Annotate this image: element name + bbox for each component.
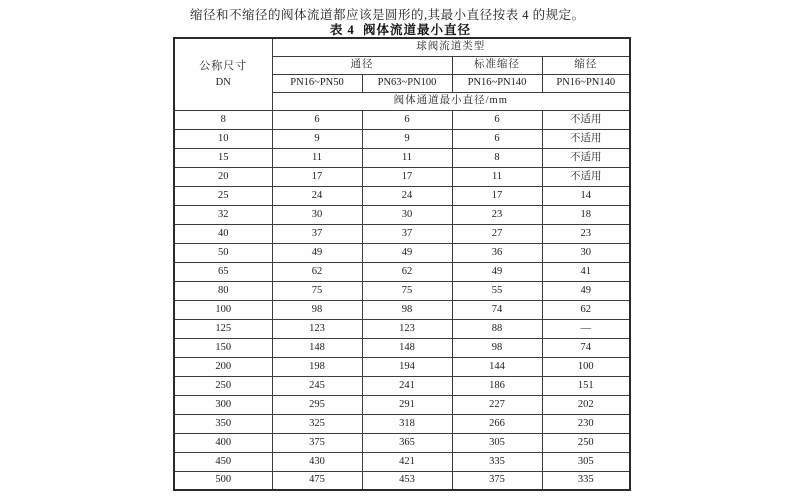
value-cell: 23: [452, 205, 542, 224]
pn-range-cell: PN16~PN140: [452, 74, 542, 92]
dn-cell: 250: [174, 376, 272, 395]
value-cell: 30: [272, 205, 362, 224]
value-cell: 266: [452, 414, 542, 433]
value-cell: 430: [272, 452, 362, 471]
dn-cell: 300: [174, 395, 272, 414]
dn-cell: 125: [174, 319, 272, 338]
value-cell: 148: [272, 338, 362, 357]
table-row: [174, 224, 630, 243]
value-cell: 37: [362, 224, 452, 243]
value-cell: 325: [272, 414, 362, 433]
value-cell: 230: [542, 414, 630, 433]
value-cell: 55: [452, 281, 542, 300]
value-cell: 62: [542, 300, 630, 319]
group-header-cell: 球阀流道类型: [272, 38, 630, 56]
value-cell: 11: [362, 148, 452, 167]
value-cell: 49: [272, 243, 362, 262]
table-row: [174, 167, 630, 186]
value-cell: 194: [362, 357, 452, 376]
dn-header-unit: DN: [215, 76, 231, 88]
value-cell: 74: [542, 338, 630, 357]
pn-range-cell: PN63~PN100: [362, 74, 452, 92]
value-cell: 6: [452, 129, 542, 148]
value-cell: 41: [542, 262, 630, 281]
value-cell: 144: [452, 357, 542, 376]
value-cell: 75: [272, 281, 362, 300]
value-cell: 不适用: [542, 167, 630, 186]
min-diameter-table: [173, 37, 631, 491]
full-bore-header-cell: 通径: [272, 56, 452, 74]
table-title: 表 4 阀体流道最小直径: [329, 23, 472, 37]
table-row: [174, 452, 630, 471]
value-cell: 305: [542, 452, 630, 471]
value-cell: 335: [542, 471, 630, 490]
value-cell: 241: [362, 376, 452, 395]
table-row: [174, 110, 630, 129]
table-row: [174, 338, 630, 357]
value-cell: 475: [272, 471, 362, 490]
value-cell: 6: [362, 110, 452, 129]
value-cell: 198: [272, 357, 362, 376]
value-cell: 62: [362, 262, 452, 281]
value-cell: 37: [272, 224, 362, 243]
value-cell: 74: [452, 300, 542, 319]
value-cell: 318: [362, 414, 452, 433]
table-row: [174, 319, 630, 338]
dn-cell: 10: [174, 129, 272, 148]
dn-cell: 40: [174, 224, 272, 243]
value-cell: 186: [452, 376, 542, 395]
dn-cell: 32: [174, 205, 272, 224]
value-cell: 365: [362, 433, 452, 452]
value-cell: 151: [542, 376, 630, 395]
dn-cell: 50: [174, 243, 272, 262]
value-cell: 98: [362, 300, 452, 319]
value-cell: 18: [542, 205, 630, 224]
value-cell: 375: [272, 433, 362, 452]
value-cell: 17: [452, 186, 542, 205]
value-cell: 295: [272, 395, 362, 414]
value-cell: 305: [452, 433, 542, 452]
value-cell: 27: [452, 224, 542, 243]
value-cell: 88: [452, 319, 542, 338]
value-cell: 8: [452, 148, 542, 167]
table-row: [174, 186, 630, 205]
dn-cell: 400: [174, 433, 272, 452]
value-cell: 49: [452, 262, 542, 281]
value-cell: 100: [542, 357, 630, 376]
dn-cell: 500: [174, 471, 272, 490]
value-cell: 30: [362, 205, 452, 224]
value-cell: 11: [452, 167, 542, 186]
value-cell: 不适用: [542, 110, 630, 129]
dn-cell: 65: [174, 262, 272, 281]
table-row: [174, 414, 630, 433]
table-row: [174, 376, 630, 395]
value-cell: 不适用: [542, 129, 630, 148]
value-cell: 不适用: [542, 148, 630, 167]
value-cell: 6: [452, 110, 542, 129]
dn-cell: 150: [174, 338, 272, 357]
value-cell: 62: [272, 262, 362, 281]
value-cell: 245: [272, 376, 362, 395]
value-cell: 36: [452, 243, 542, 262]
dn-header-cell: [174, 38, 272, 110]
table-row: [174, 243, 630, 262]
dn-cell: 350: [174, 414, 272, 433]
table-row: [174, 433, 630, 452]
table-header: [174, 38, 630, 110]
table-row: [174, 395, 630, 414]
value-cell: 148: [362, 338, 452, 357]
value-cell: 75: [362, 281, 452, 300]
value-cell: 123: [362, 319, 452, 338]
value-cell: 17: [362, 167, 452, 186]
value-cell: 375: [452, 471, 542, 490]
value-cell: 250: [542, 433, 630, 452]
value-cell: 9: [272, 129, 362, 148]
table-row: [174, 300, 630, 319]
dn-header-label: 公称尺寸: [199, 60, 248, 73]
pn-range-cell: PN16~PN140: [542, 74, 630, 92]
value-cell: 6: [272, 110, 362, 129]
value-cell: 291: [362, 395, 452, 414]
value-cell: 202: [542, 395, 630, 414]
value-cell: 453: [362, 471, 452, 490]
table-row: [174, 262, 630, 281]
dn-cell: 200: [174, 357, 272, 376]
value-cell: 24: [272, 186, 362, 205]
dn-cell: 25: [174, 186, 272, 205]
value-cell: 49: [362, 243, 452, 262]
reduced-header-cell: 缩径: [542, 56, 630, 74]
value-cell: —: [542, 319, 630, 338]
intro-paragraph: 缩径和不缩径的阀体流道都应该是圆形的,其最小直径按表 4 的规定。: [190, 8, 585, 22]
dn-cell: 100: [174, 300, 272, 319]
table-body: [174, 110, 630, 490]
dn-cell: 20: [174, 167, 272, 186]
value-cell: 14: [542, 186, 630, 205]
value-cell: 98: [272, 300, 362, 319]
value-cell: 98: [452, 338, 542, 357]
table-row: [174, 357, 630, 376]
dn-cell: 15: [174, 148, 272, 167]
dn-cell: 80: [174, 281, 272, 300]
table-row: [174, 148, 630, 167]
value-cell: 421: [362, 452, 452, 471]
dn-cell: 8: [174, 110, 272, 129]
value-cell: 123: [272, 319, 362, 338]
value-cell: 30: [542, 243, 630, 262]
value-cell: 24: [362, 186, 452, 205]
value-cell: 17: [272, 167, 362, 186]
dn-cell: 450: [174, 452, 272, 471]
value-cell: 23: [542, 224, 630, 243]
pn-range-cell: PN16~PN50: [272, 74, 362, 92]
table-row: [174, 205, 630, 224]
header-row-1: [174, 38, 630, 56]
value-cell: 335: [452, 452, 542, 471]
value-cell: 227: [452, 395, 542, 414]
table-row: [174, 281, 630, 300]
value-cell: 11: [272, 148, 362, 167]
unit-header-cell: 阀体通道最小直径/mm: [272, 92, 630, 110]
table-row: [174, 129, 630, 148]
value-cell: 9: [362, 129, 452, 148]
table-row: [174, 471, 630, 490]
standard-reduced-header-cell: 标准缩径: [452, 56, 542, 74]
value-cell: 49: [542, 281, 630, 300]
